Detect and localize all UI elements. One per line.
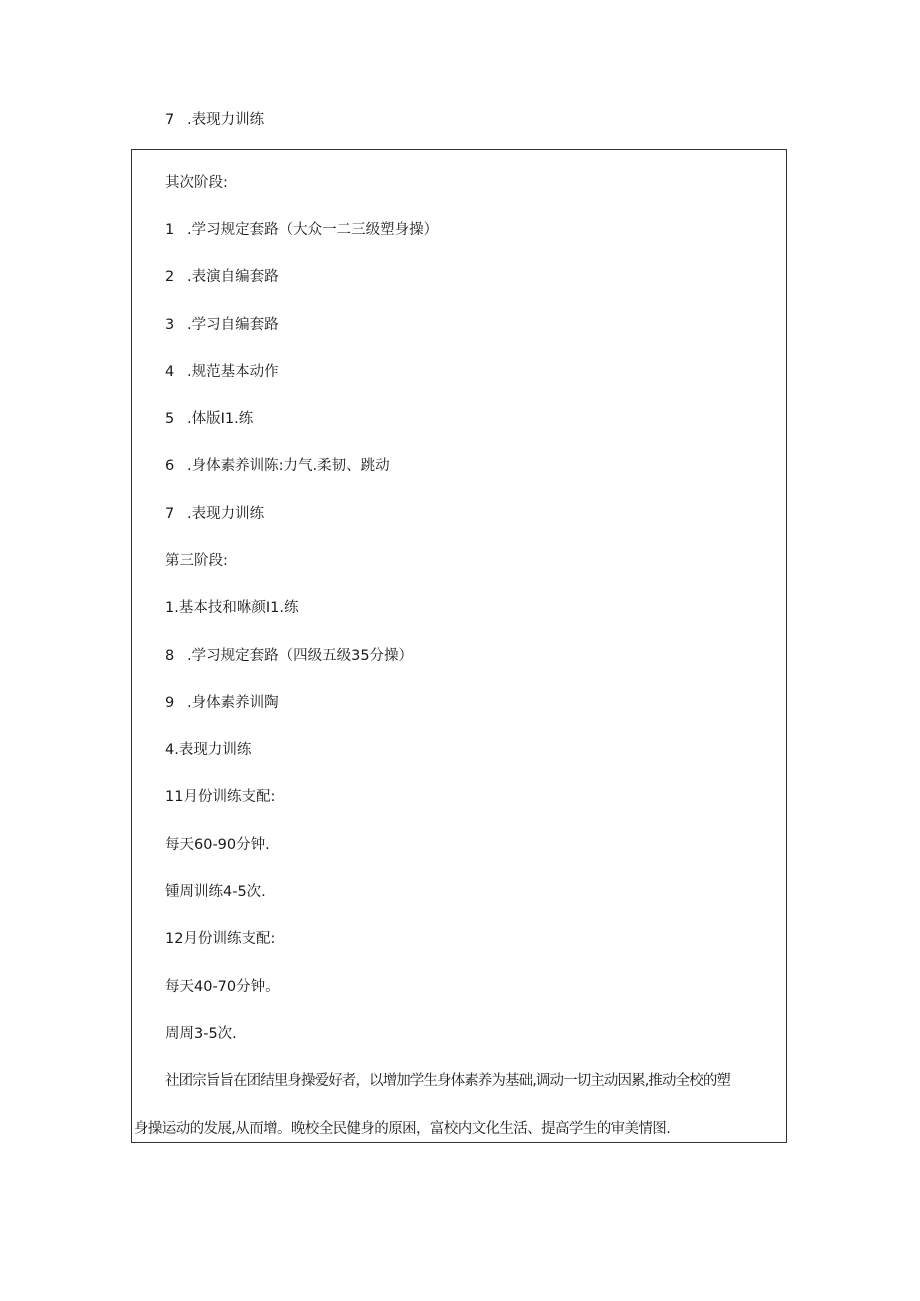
november-daily: 每天60-90分钟. <box>165 837 270 853</box>
list-text: .学习规定套路（大众一二三级塑身操） <box>187 222 439 238</box>
list-number: 6 <box>165 458 175 474</box>
list-text: .表演自编套路 <box>187 269 279 285</box>
stage3-item-a: 1.基本技和咻颜I1.练 <box>165 600 299 616</box>
purpose-paragraph-line-1: 社团宗旨旨在团结里身操爱好者，以增加学生身体素养为基础,调动一切主动因累,推动全校的塑 <box>165 1073 731 1089</box>
list-number: 7 <box>165 506 175 522</box>
top-list-item <box>165 110 264 130</box>
list-number: 7 <box>165 112 175 128</box>
stage3-heading: 第三阶段: <box>165 553 228 569</box>
list-number: 4 <box>165 364 175 380</box>
december-daily: 每天40-70分钟。 <box>165 979 280 995</box>
list-number: 1 <box>165 222 175 238</box>
list-text: .表现力训练 <box>187 112 265 128</box>
purpose-paragraph-line-2: 身操运动的发展,从而增。晚校全民健身的原困，富校内文化生活、提高学生的审美情图. <box>134 1121 671 1137</box>
list-text: .学习自编套路 <box>187 317 279 333</box>
list-number: 9 <box>165 695 175 711</box>
list-number: 5 <box>165 411 175 427</box>
stage2-item-2 <box>165 267 279 287</box>
list-text: .学习规定套路（四级五级35分操） <box>187 648 414 664</box>
stage2-item-7 <box>165 504 264 524</box>
stage2-item-5 <box>165 409 253 429</box>
stage3-item-8 <box>165 646 413 666</box>
list-number: 8 <box>165 648 175 664</box>
stage2-heading: 其次阶段: <box>165 175 228 191</box>
list-text: .规范基本动作 <box>187 364 279 380</box>
list-text: .表现力训练 <box>187 506 265 522</box>
list-text: .体版I1.练 <box>187 411 254 427</box>
list-number: 3 <box>165 317 175 333</box>
stage3-item-9 <box>165 693 279 713</box>
december-heading: 12月份训练支配: <box>165 931 276 947</box>
stage2-item-4 <box>165 362 279 382</box>
november-weekly: 锺周训练4-5次. <box>165 884 266 900</box>
december-weekly: 周周3-5次. <box>165 1026 237 1042</box>
list-number: 2 <box>165 269 175 285</box>
stage3-item-b: 4.表现力训练 <box>165 742 252 758</box>
stage2-item-1 <box>165 220 438 240</box>
list-text: .身体素养训陶 <box>187 695 279 711</box>
november-heading: 11月份训练支配: <box>165 789 276 805</box>
list-text: .身体素养训陈:力气.柔韧、跳动 <box>187 458 390 474</box>
stage2-item-6 <box>165 456 390 476</box>
stage2-item-3 <box>165 315 279 335</box>
